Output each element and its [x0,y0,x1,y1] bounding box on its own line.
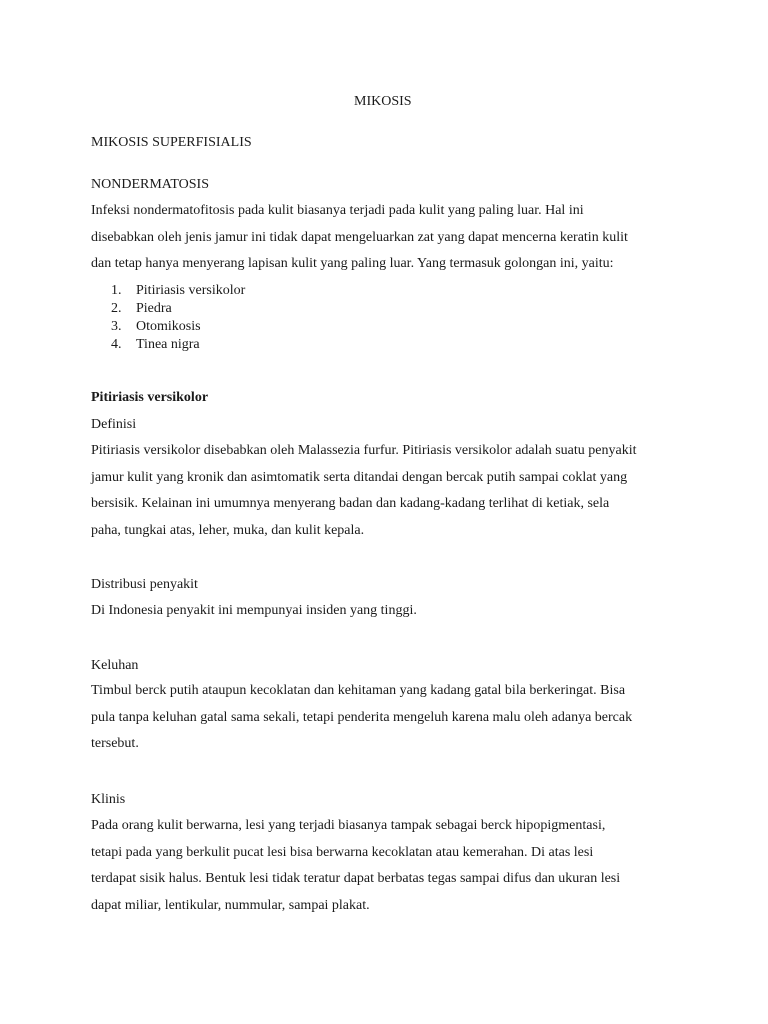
list-number: 4. [111,337,122,352]
list-item [111,300,245,318]
text-line: paha, tungkai atas, leher, muka, dan kulit kepala. [91,523,365,539]
text-line: Pada orang kulit berwarna, lesi yang terjadi biasanya tampak sebagai berck hipopigmentasi, [91,818,606,833]
text-line: tetapi pada yang berkulit pucat lesi bisa berwarna kecoklatan atau kemerahan. Di atas lesi [91,844,594,860]
text-line: Di Indonesia penyakit ini mempunyai insiden yang tinggi. [91,603,417,618]
numbered-list [111,282,245,354]
section-heading: MIKOSIS SUPERFISIALIS [91,135,252,150]
list-text: Piedra [136,301,172,316]
distribusi-heading: Distribusi penyakit [91,577,198,592]
intro-paragraph [91,198,691,278]
list-number: 3. [111,319,122,334]
list-text: Otomikosis [136,319,201,334]
definisi-heading: Definisi [91,417,137,432]
text-line: disebabkan oleh jenis jamur ini tidak dapat mengeluarkan zat yang dapat mencerna keratin kulit [91,229,628,245]
keluhan-paragraph [91,678,691,758]
text-line: Timbul berck putih ataupun kecoklatan dan kehitaman yang kadang gatal bila berkeringat. Bisa [91,683,626,698]
list-text: Tinea nigra [136,337,200,352]
text-line: tersebut. [91,736,139,752]
text-line: bersisik. Kelainan ini umumnya menyerang badan dan kadang-kadang terlihat di ketiak, sela [91,496,610,512]
definisi-paragraph [91,438,691,545]
pv-heading: Pitiriasis versikolor [91,390,209,405]
text-line: Pitiriasis versikolor disebabkan oleh Malassezia furfur. Pitiriasis versikolor adalah suatu penyakit [91,443,637,458]
list-item [111,336,245,354]
list-item [111,282,245,300]
klinis-paragraph [91,813,691,920]
text-line: Infeksi nondermatofitosis pada kulit biasanya terjadi pada kulit yang paling luar. Hal ini [91,203,584,218]
text-line: dan tetap hanya menyerang lapisan kulit yang paling luar. Yang termasuk golongan ini, yaitu: [91,256,614,272]
distribusi-paragraph [91,598,691,625]
list-item [111,318,245,336]
doc-title: MIKOSIS [354,94,412,109]
text-line: jamur kulit yang kronik dan asimtomatik serta ditandai dengan bercak putih sampai coklat yang [91,469,628,485]
text-line: pula tanpa keluhan gatal sama sekali, tetapi penderita mengeluh karena malu oleh adanya bercak [91,709,633,725]
list-number: 2. [111,301,122,316]
list-text: Pitiriasis versikolor [136,283,246,298]
text-line: terdapat sisik halus. Bentuk lesi tidak teratur dapat berbatas tegas sampai difus dan ukuran lesi [91,871,621,887]
klinis-heading: Klinis [91,792,126,807]
subsection-heading: NONDERMATOSIS [91,177,209,192]
list-number: 1. [111,283,122,298]
text-line: dapat miliar, lentikular, nummular, sampai plakat. [91,898,370,914]
keluhan-heading: Keluhan [91,658,139,673]
